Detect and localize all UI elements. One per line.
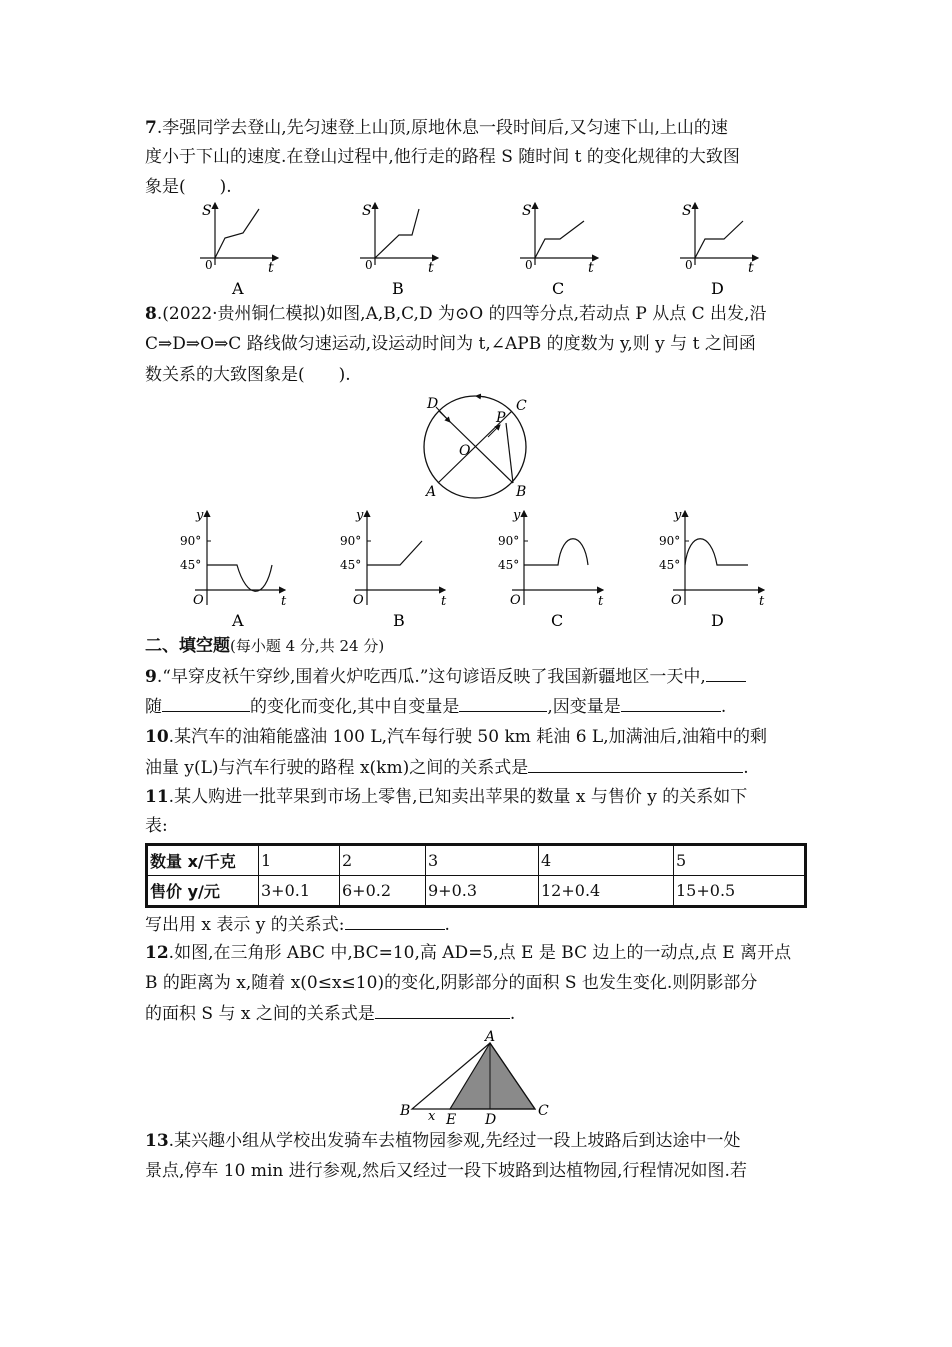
q8c-axis-x: t [598, 594, 604, 609]
q7-graph-b [360, 203, 438, 298]
q12-line-3 [145, 1002, 515, 1025]
q7-line-1 [145, 117, 728, 139]
q7-number: 7 [145, 118, 157, 138]
table-cell: 2 [340, 845, 426, 876]
q12-label-e: E [446, 1112, 457, 1126]
q7-line-2: 度小于下山的速度.在登山过程中,他行走的路程 S 随时间 t 的变化规律的大致图 [145, 147, 740, 167]
q7d-axis-x: t [748, 260, 754, 276]
q9-line-2 [145, 695, 726, 718]
q9-number: 9 [145, 667, 157, 687]
table-cell: 3 [426, 845, 539, 876]
q8-line-2: C⇒D⇒O⇒C 路线做匀速运动,设运动时间为 t,∠APB 的度数为 y,则 y 与 t 之间函 [145, 334, 756, 354]
q10-text-1: .某汽车的油箱能盛油 100 L,汽车每行驶 50 km 耗油 6 L,加满油后,油箱中的剩 [168, 727, 768, 747]
q9-text-2c: ,因变量是 [547, 697, 621, 717]
q12-text-end: . [509, 1004, 516, 1024]
q7c-axis-y: S [522, 203, 532, 219]
section-2-title: 二、填空题 [145, 636, 230, 656]
q9-blank-4[interactable] [621, 695, 721, 712]
q10-number: 10 [145, 727, 169, 747]
q7b-axis-x: t [428, 260, 434, 276]
q9-blank-3[interactable] [459, 695, 547, 712]
q12-label-c: C [538, 1103, 549, 1119]
q13-text-1: .某兴趣小组从学校出发骑车去植物园参观,先经过一段上坡路后到达途中一处 [168, 1131, 741, 1151]
q8c-tick-45: 45° [498, 558, 520, 572]
q12-label-a: A [485, 1029, 496, 1045]
q8b-axis-y: y [356, 508, 364, 523]
q11-table [145, 843, 807, 908]
table-cell: 5 [674, 845, 806, 876]
table-cell: 15+0.5 [674, 876, 806, 907]
q8a-origin: O [193, 593, 204, 608]
q8d-tick-45: 45° [659, 558, 681, 572]
q8-label-o: O [459, 443, 471, 459]
q9-text-2b: 的变化而变化,其中自变量是 [250, 697, 460, 717]
table-cell: 3+0.1 [259, 876, 340, 907]
q8b-origin: O [353, 593, 364, 608]
q10-text-2: 油量 y(L)与汽车行驶的路程 x(km)之间的关系式是 [145, 758, 529, 778]
q12-triangle-figure [395, 1028, 565, 1126]
q11-after-text: 写出用 x 表示 y 的关系式: [145, 915, 345, 935]
q8d-axis-y: y [674, 508, 682, 523]
q9-blank-1[interactable] [706, 665, 746, 682]
q11-number: 11 [145, 787, 169, 807]
q7-graph-d [680, 203, 758, 298]
q8d-axis-x: t [759, 594, 765, 609]
q12-label-x: x [428, 1109, 436, 1124]
table-cell: 12+0.4 [539, 876, 674, 907]
section-2-heading [145, 635, 384, 657]
q7a-axis-y: S [202, 203, 212, 219]
q7-line-3: 象是( ). [145, 177, 232, 197]
q11-row2-header: 售价 y/元 [147, 876, 259, 907]
q8-label-b: B [516, 484, 527, 500]
q10-line-2 [145, 756, 749, 779]
q12-text-3: 的面积 S 与 x 之间的关系式是 [145, 1004, 375, 1024]
section-2-note: (每小题 4 分,共 24 分) [230, 637, 385, 655]
q8c-axis-y: y [513, 508, 521, 523]
q8b-tick-45: 45° [340, 558, 362, 572]
q8-graph-b [340, 508, 447, 630]
q8a-axis-y: y [196, 508, 204, 523]
q12-blank[interactable] [375, 1002, 510, 1019]
q8-text-1: .(2022·贵州铜仁模拟)如图,A,B,C,D 为⊙O 的四等分点,若动点 P 从点 C 出发,沿 [156, 304, 767, 324]
q8-label-p: P [496, 410, 506, 426]
q8d-tick-90: 90° [659, 534, 681, 548]
q8-option-a: A [232, 611, 244, 630]
q7-option-a: A [232, 279, 244, 298]
q10-line-1 [145, 726, 767, 748]
q12-number: 12 [145, 943, 169, 963]
q8-graph-c [498, 508, 604, 630]
q8-graph-a [180, 508, 287, 630]
q9-line-1 [145, 665, 746, 688]
q7b-axis-y: S [362, 203, 372, 219]
q8a-tick-45: 45° [180, 558, 202, 572]
table-cell: 6+0.2 [340, 876, 426, 907]
q8-option-b: B [393, 611, 405, 630]
q7c-origin: 0 [525, 258, 533, 272]
q13-number: 13 [145, 1131, 169, 1151]
table-cell: 4 [539, 845, 674, 876]
q11-after-end: . [444, 915, 450, 935]
q11-row1-header: 数量 x/千克 [147, 845, 259, 876]
q10-text-end: . [743, 758, 749, 778]
q7-option-c: C [552, 279, 565, 298]
table-row [147, 876, 806, 907]
q8d-origin: O [671, 593, 682, 608]
q13-line-2: 景点,停车 10 min 进行参观,然后又经过一段下坡路到达植物园,行程情况如图.若 [145, 1161, 747, 1181]
q7-text-1: .李强同学去登山,先匀速登上山顶,原地休息一段时间后,又匀速下山,上山的速 [156, 118, 728, 138]
q7a-origin: 0 [205, 258, 213, 272]
q7d-axis-y: S [682, 203, 692, 219]
q8-graph-d [659, 508, 765, 630]
q11-blank[interactable] [345, 913, 445, 930]
q7-graph-a [200, 203, 278, 298]
q7b-origin: 0 [365, 258, 373, 272]
q12-line-1 [145, 942, 791, 964]
q9-text-1: .“早穿皮袄午穿纱,围着火炉吃西瓜.”这句谚语反映了我国新疆地区一天中, [156, 667, 706, 687]
q7-graphs [0, 195, 952, 300]
q11-after-line [145, 913, 450, 936]
q9-blank-2[interactable] [162, 695, 250, 712]
q11-text-1: .某人购进一批苹果到市场上零售,已知卖出苹果的数量 x 与售价 y 的关系如下 [168, 787, 748, 807]
q9-text-2d: . [720, 697, 727, 717]
q8-option-c: C [551, 611, 564, 630]
q9-text-2a: 随 [145, 697, 162, 717]
table-cell: 9+0.3 [426, 876, 539, 907]
q8-label-a: A [426, 484, 437, 500]
q8-line-1 [145, 303, 766, 325]
q7-graph-c [520, 203, 598, 298]
q8-label-c: C [516, 398, 527, 414]
q8-graphs [0, 505, 952, 633]
table-cell: 1 [259, 845, 340, 876]
q10-blank[interactable] [528, 756, 743, 773]
q8b-tick-90: 90° [340, 534, 362, 548]
q8-circle-figure [410, 392, 550, 504]
q8-number: 8 [145, 304, 157, 324]
q8b-axis-x: t [441, 594, 447, 609]
q8-option-d: D [711, 611, 724, 630]
q11-line-1 [145, 786, 747, 808]
q7c-axis-x: t [588, 260, 594, 276]
q13-line-1 [145, 1130, 740, 1152]
q12-text-1: .如图,在三角形 ABC 中,BC=10,高 AD=5,点 E 是 BC 边上的一动点,点 E 离开点 [168, 943, 792, 963]
q12-label-b: B [400, 1103, 411, 1119]
q12-label-d: D [485, 1112, 497, 1126]
q7a-axis-x: t [268, 260, 274, 276]
q12-line-2: B 的距离为 x,随着 x(0≤x≤10)的变化,阴影部分的面积 S 也发生变化.则阴影部分 [145, 973, 758, 993]
q8c-origin: O [510, 593, 521, 608]
q8a-axis-x: t [281, 594, 287, 609]
q8-label-d: D [427, 396, 439, 412]
q7-option-b: B [392, 279, 404, 298]
q8-line-3: 数关系的大致图象是( ). [145, 365, 351, 385]
q7d-origin: 0 [685, 258, 693, 272]
q7-option-d: D [711, 279, 724, 298]
table-row [147, 845, 806, 876]
q11-line-2: 表: [145, 816, 168, 836]
q8a-tick-90: 90° [180, 534, 202, 548]
q8c-tick-90: 90° [498, 534, 520, 548]
